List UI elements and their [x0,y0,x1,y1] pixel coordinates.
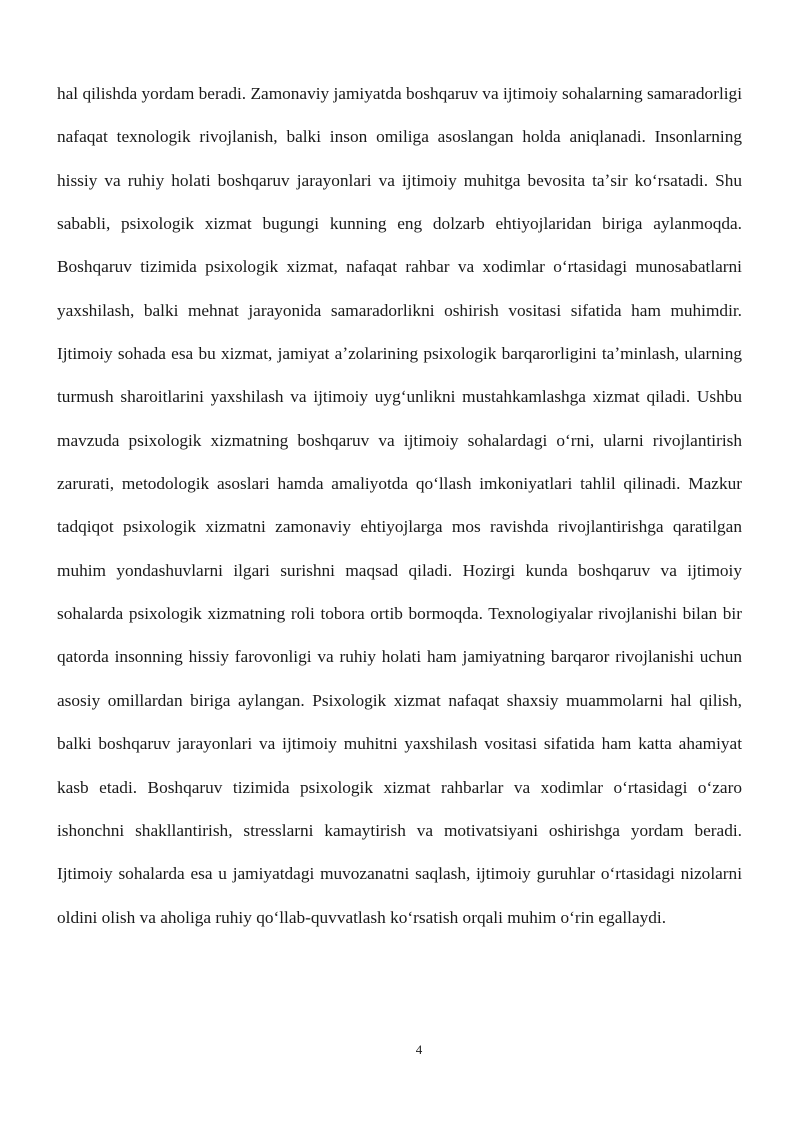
page-number: 4 [415,1042,423,1057]
body-paragraph: hal qilishda yordam beradi. Zamonaviy jamiyatda boshqaruv va ijtimoiy sohalarning samaradorligi nafaqat texnologik rivojlanish, balki inson omiliga asoslangan holda aniqlanadi. Insonlarning hissiy va ruhiy holati boshqaruv jarayonlari va ijtimoiy muhitga bevosita taʼsir koʻrsatadi. Shu sababli, psixologik xizmat bugungi kunning eng dolzarb ehtiyojlaridan biriga aylanmoqda. Boshqaruv tizimida psixologik xizmat, nafaqat rahbar va xodimlar oʻrtasidagi munosabatlarni yaxshilash, balki mehnat jarayonida samaradorlikni oshirish vositasi sifatida ham muhimdir. Ijtimoiy sohada esa bu xizmat, jamiyat aʼzolarining psixologik barqarorligini taʼminlash, ularning turmush sharoitlarini yaxshilash va ijtimoiy uygʻunlikni mustahkamlashga xizmat qiladi. Ushbu mavzuda psixologik xizmatning boshqaruv va ijtimoiy sohalardagi oʻrni, ularni rivojlantirish zarurati, metodologik asoslari hamda amaliyotda qoʻllash imkoniyatlari tahlil qilinadi. Mazkur tadqiqot psixologik xizmatni zamonaviy ehtiyojlarga mos ravishda rivojlantirishga qaratilgan muhim yondashuvlarni ilgari surishni maqsad qiladi. Hozirgi kunda boshqaruv va ijtimoiy sohalarda psixologik xizmatning roli tobora ortib bormoqda. Texnologiyalar rivojlanishi bilan bir qatorda insonning hissiy farovonligi va ruhiy holati ham jamiyatning barqaror rivojlanishi uchun asosiy omillardan biriga aylangan. Psixologik xizmat nafaqat shaxsiy muammolarni hal qilish, balki boshqaruv jarayonlari va ijtimoiy muhitni yaxshilash vositasi sifatida ham katta ahamiyat kasb etadi. Boshqaruv tizimida psixologik xizmat rahbarlar va xodimlar oʻrtasidagi oʻzaro ishonchni shakllantirish, stresslarni kamaytirish va motivatsiyani oshirishga yordam beradi. Ijtimoiy sohalarda esa u jamiyatdagi muvozanatni saqlash, ijtimoiy guruhlar oʻrtasidagi nizolarni oldini olish va aholiga ruhiy qoʻllab-quvvatlash koʻrsatish orqali muhim oʻrin egallaydi. [57,84,742,927]
